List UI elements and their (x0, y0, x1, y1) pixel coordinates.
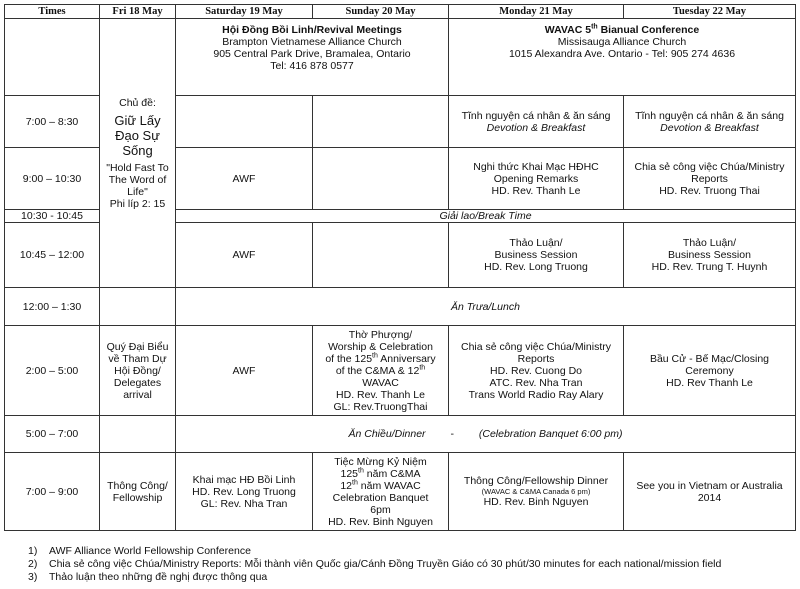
table-row (5, 326, 796, 416)
fri-cell (100, 416, 176, 453)
sun-cell (313, 96, 449, 148)
lunch-cell: Ăn Trưa/Lunch (176, 288, 796, 326)
time-cell: 2:00 – 5:00 (5, 326, 100, 416)
tue-cell: Thảo Luận/ Business Session HD. Rev. Trung T. Huynh (624, 223, 796, 288)
theme-verse: Phi líp 2: 15 (109, 197, 166, 210)
header-mon: Monday 21 May (449, 5, 624, 19)
time-cell: 9:00 – 10:30 (5, 148, 100, 210)
break-cell: Giải lao/Break Time (176, 210, 796, 223)
time-cell: 10:30 - 10:45 (5, 210, 100, 223)
time-cell: 10:45 – 12:00 (5, 223, 100, 288)
conference-church: Missisauga Alliance Church (557, 36, 687, 48)
sun-cell: Thờ Phượng/ Worship & Celebration of the 125th Anniversary of the C&MA & 12th WAVAC HD. Rev. Thanh Le GL: Rev.TruongThai (313, 326, 449, 416)
tue-cell: Chia sẻ công việc Chúa/Ministry Reports HD. Rev. Truong Thai (624, 148, 796, 210)
header-times: Times (5, 5, 100, 19)
theme-title: Giữ Lấy Đạo Sự Sống (114, 112, 161, 158)
revival-tel: Tel: 416 878 0577 (270, 60, 354, 72)
sun-cell: Tiệc Mừng Kỷ Niệm 125th năm C&MA 12th năm WAVAC Celebration Banquet 6pm HD. Rev. Binh Nguyen (313, 453, 449, 531)
time-cell: 5:00 – 7:00 (5, 416, 100, 453)
revival-church: Brampton Vietnamese Alliance Church (222, 36, 402, 48)
time-cell: 7:00 – 8:30 (5, 96, 100, 148)
dinner-cell: Ăn Chiều/Dinner - (Celebration Banquet 6:00 pm) (176, 416, 796, 453)
tue-cell: Tĩnh nguyện cá nhân & ăn sáng Devotion & Breakfast (624, 96, 796, 148)
header-fri: Fri 18 May (100, 5, 176, 19)
sat-cell: Khai mạc HĐ Bồi Linh HD. Rev. Long Truong GL: Rev. Nha Tran (176, 453, 313, 531)
theme-cell (100, 19, 176, 288)
header-tue: Tuesday 22 May (624, 5, 796, 19)
venue-time-cell (5, 19, 100, 96)
fri-cell: Thông Công/ Fellowship (100, 453, 176, 531)
mon-cell: Chia sẻ công việc Chúa/Ministry Reports HD. Rev. Cuong Do ATC. Rev. Nha Tran Trans World Radio Ray Alary (449, 326, 624, 416)
table-row (5, 416, 796, 453)
footnote-2: 2) Chia sẻ công việc Chúa/Ministry Reports: Mỗi thành viên Quốc gia/Cánh Đồng Truyền Giáo có 30 phút/30 minutes for each national/mission field (28, 558, 722, 570)
fri-cell (100, 288, 176, 326)
time-cell: 7:00 – 9:00 (5, 453, 100, 531)
mon-cell: Thông Công/Fellowship Dinner (WAVAC & C&MA Canada 6 pm) HD. Rev. Binh Nguyen (449, 453, 624, 531)
theme-english: "Hold Fast To The Word of Life" (106, 161, 169, 198)
sat-cell: AWF (176, 148, 313, 210)
sat-cell: AWF (176, 223, 313, 288)
footnote-1: 1) AWF Alliance World Fellowship Conference (28, 545, 251, 557)
conference-address: 1015 Alexandra Ave. Ontario - Tel: 905 274 4636 (508, 48, 736, 60)
conference-title: WAVAC 5th Bianual Conference (544, 23, 700, 36)
mon-cell: Nghi thức Khai Mạc HĐHC Opening Remarks HD. Rev. Thanh Le (449, 148, 624, 210)
conference-venue (449, 19, 796, 96)
tue-cell: Bầu Cử - Bế Mạc/Closing Ceremony HD. Rev Thanh Le (624, 326, 796, 416)
mon-cell: Thảo Luận/ Business Session HD. Rev. Long Truong (449, 223, 624, 288)
mon-cell: Tĩnh nguyện cá nhân & ăn sáng Devotion & Breakfast (449, 96, 624, 148)
schedule-table (4, 4, 796, 531)
delegates-cell: Quý Đại Biểu về Tham Dự Hội Đồng/ Delegates arrival (100, 326, 176, 416)
header-sun: Sunday 20 May (313, 5, 449, 19)
theme-label: Chủ đề: (119, 96, 156, 109)
revival-address: 905 Central Park Drive, Bramalea, Ontario (213, 48, 411, 60)
sun-cell (313, 148, 449, 210)
revival-venue (176, 19, 449, 96)
sun-cell (313, 223, 449, 288)
sat-cell (176, 96, 313, 148)
venue-row (5, 19, 796, 96)
footnotes (28, 545, 721, 584)
footnote-3: 3) Thảo luận theo những đề nghị được thông qua (28, 571, 268, 583)
table-row (5, 453, 796, 531)
revival-title: Hội Đồng Bồi Linh/Revival Meetings (222, 24, 402, 36)
header-row (5, 5, 796, 19)
header-sat: Saturday 19 May (176, 5, 313, 19)
sat-cell: AWF (176, 326, 313, 416)
table-row (5, 288, 796, 326)
tue-cell: See you in Vietnam or Australia 2014 (624, 453, 796, 531)
time-cell: 12:00 – 1:30 (5, 288, 100, 326)
